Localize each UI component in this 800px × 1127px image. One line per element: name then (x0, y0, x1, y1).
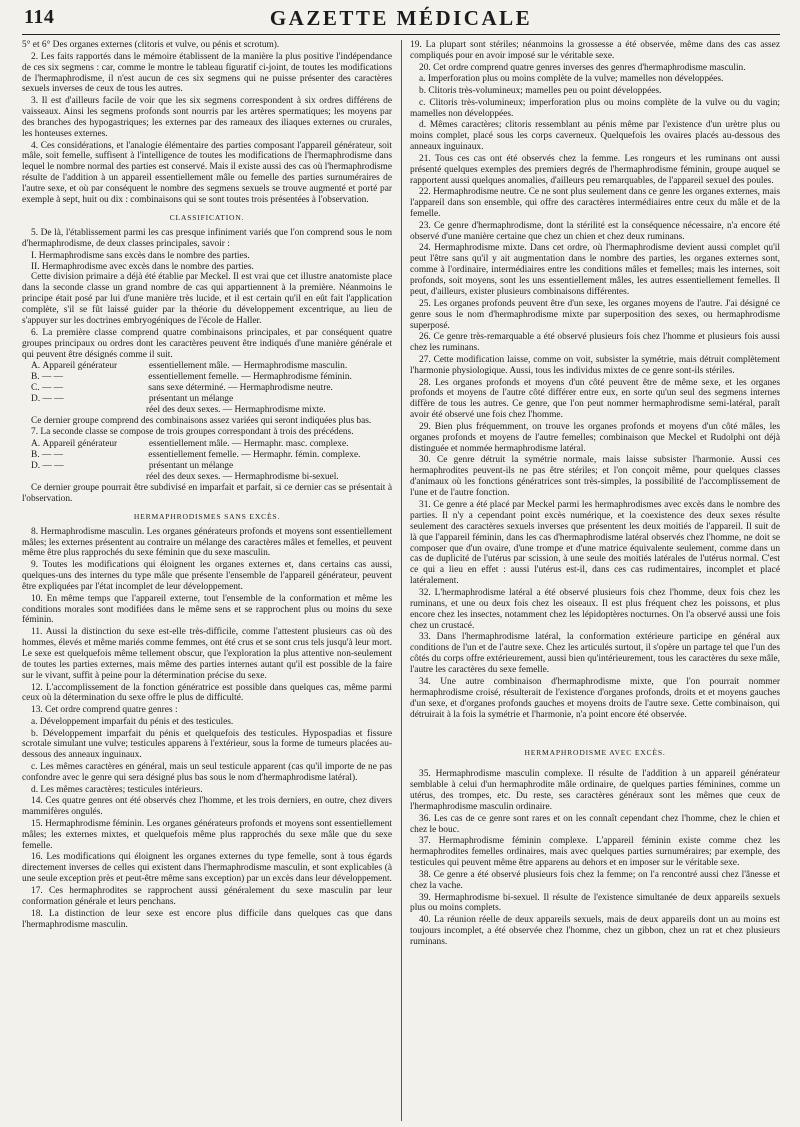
row-letter: D. (31, 461, 41, 471)
paragraph: 5. De là, l'établissement parmi les cas presque infiniment variés que l'on comprend sous le nom d'hermaphrodisme, de deux classes principales, savoir : (22, 227, 393, 249)
row-letter: D. (31, 393, 41, 404)
paragraph: 37. Hermaphrodisme féminin complexe. L'appareil féminin existe comme chez les hermaphrodites femelles ordinaires, mais avec quelques parties surnuméraires; par exemple, des testicules qui peuvent même être apparens au dehors et en imposer sur le véritable sexe. (410, 836, 781, 869)
masthead (22, 4, 780, 35)
paragraph: 33. Dans l'hermaphrodisme latéral, la conformation extérieure participe en général aux conditions de l'un et de l'autre sexe. Chez les articulés surtout, il s'opère un partage tel que l'un des côtés du corps offre extérieurement, aussi bien qu'intérieurement, tous les caractères du sexe mâle, l'autre les caractères du sexe femelle. (410, 632, 781, 676)
paragraph: Cette division primaire a déjà été établie par Meckel. Il est vrai que cet illustre anatomiste place dans la seconde classe un grand nombre de cas qui appartiennent à la première. Néanmoins le principe était posé par lui d'une manière très lucide, et il est certain qu'il en eût fait l'application complète, s'il se fût laissé guider par la théorie du développement excentrique, au lieu de s'appuyer sur les doctrines embryogéniques de l'école de Haller. (22, 272, 393, 327)
row-description: essentiellement mâle. — Hermaphrodisme masculin. (148, 361, 348, 372)
journal-title: GAZETTE MÉDICALE (269, 6, 533, 30)
row-description: essentiellement femelle. — Hermaphrodisme féminin. (148, 372, 352, 383)
classification-row (22, 461, 392, 472)
classification-row (22, 394, 392, 405)
section-heading-classification: CLASSIFICATION. (169, 212, 245, 222)
left-column (22, 40, 392, 1121)
paragraph: 19. La plupart sont stériles; néanmoins la grossesse a été observée, même dans des cas assez compliqués pour en avoir imposé sur le véritable sexe. (410, 40, 781, 61)
row-letter: C. (31, 383, 40, 394)
paragraph: 25. Les organes profonds peuvent être d'un sexe, les organes moyens de l'autre. J'ai désigné ce genre sous le nom d'hermaphrodisme mixte par superposition des sexes, ou hermaphrodisme superposé. (410, 298, 781, 331)
row-subject: Appareil générateur (42, 439, 118, 450)
row-letter: A. (31, 361, 41, 372)
row-subject: — — (42, 461, 64, 471)
paragraph: Ce dernier groupe pourrait être subdivisé en imparfait et parfait, si ce dernier cas se présentait à l'observation. (22, 482, 393, 504)
paragraph: 21. Tous ces cas ont été observés chez la femme. Les rongeurs et les ruminans ont aussi présenté quelques exemples des premiers degrés de l'hermaphrodisme féminin, groupe auquel se rapportent aussi quelques anomalies, d'ailleurs peu remarquables, de l'appareil sexuel des poules. (410, 153, 781, 186)
paragraph: b. Développement imparfait du pénis et quelquefois des testicules. Hypospadias et fissure scrotale simulant une vulve; testicules apparens à l'extérieur, sous la forme de tumeurs placées au-dessous des anneaux inguinaux. (22, 728, 393, 761)
right-column (410, 40, 780, 1121)
paragraph: 38. Ce genre a été observé plusieurs fois chez la femme; on l'a rencontré aussi chez l'ânesse et chez la vache. (410, 869, 781, 891)
paragraph: 16. Les modifications qui éloignent les organes externes du type femelle, sont à tous égards directement inverses de celles qui existent dans l'hermaphrodisme masculin, et sont explicables (à une seule exception près et peut-être même sans exception) par un excès dans leur développement. (22, 852, 393, 885)
paragraph: 32. L'hermaphrodisme latéral a été observé plusieurs fois chez l'homme, deux fois chez les ruminans, et une ou deux fois chez les oiseaux. Il est plus fréquent chez les poissons, et plus encore chez les insectes, notamment chez les lépidoptères nocturnes. On l'a observé aussi une fois chez un crustacé. (410, 587, 781, 631)
row-description: sans sexe déterminé. — Hermaphrodisme neutre. (148, 383, 333, 394)
paragraph: Ce dernier groupe comprend des combinaisons assez variées qui seront indiquées plus bas. (31, 415, 372, 426)
row-subject: — — (41, 450, 64, 461)
paragraph: 8. Hermaphrodisme masculin. Les organes générateurs profonds et moyens sont essentiellement mâles; les externes présentent au contraire un mélange des caractères mâles et femelles, et peuvent même être plus rapprochés du sexe féminin que du sexe masculin. (22, 526, 393, 559)
paragraph: 5° et 6° Des organes externes (clitoris et vulve, ou pénis et scrotum). (22, 40, 280, 50)
paragraph: 20. Cet ordre comprend quatre genres inverses des genres d'hermaphrodisme masculin. (419, 62, 746, 73)
page-number: 114 (24, 6, 55, 28)
row-description: essentiellement mâle. — Hermaphr. masc. complexe. (148, 439, 349, 450)
row-subject: — — (41, 372, 64, 383)
paragraph: 27. Cette modification laisse, comme on voit, subsister la symétrie, mais détruit complètement l'harmonie physiologique. Aussi, tous les individus mixtes de ce genre sont-ils stériles. (410, 354, 781, 376)
text-columns (22, 40, 780, 1121)
paragraph: 3. Il est d'ailleurs facile de voir que les six segmens correspondent à six ordres différens de vaisseaux. Ainsi les segmens profonds sont nourris par les artères spermatiques; les moyens par des branches des hypogastriques; les externes par des rameaux des iliaques externes ou crurales, les honteuses externes. (22, 96, 393, 139)
classification-row-cont: réel des deux sexes. — Hermaphrodisme mixte. (146, 404, 326, 415)
paragraph: 9. Toutes les modifications qui éloignent les organes externes et, dans certains cas aussi, quelques-uns des internes du type mâle que présente l'ensemble de l'appareil générateur, peuvent être expliquées par l'état incomplet de leur développement. (22, 560, 393, 592)
paragraph: 26. Ce genre très-remarquable a été observé plusieurs fois chez l'homme et plusieurs fois aussi chez les ruminans. (410, 332, 781, 354)
classification-row (22, 450, 392, 461)
column-divider (401, 40, 402, 1121)
paragraph: c. Les mêmes caractères en général, mais un seul testicule apparent (cas qu'il importe de ne pas confondre avec le genre qui sera désigné plus bas sous le nom d'hermaphrodisme latéral). (22, 762, 393, 783)
row-letter: A. (31, 439, 41, 450)
row-description: présentant un mélange (148, 461, 234, 471)
right-paragraphs-2 (410, 769, 780, 947)
paragraph: d. Les mêmes caractères; testicules intérieurs. (31, 784, 203, 795)
paragraph: 18. La distinction de leur sexe est encore plus difficile dans quelques cas que dans l'hermaphrodisme masculin. (22, 908, 393, 930)
class-item: II. Hermaphrodisme avec excès dans le nombre des parties. (31, 261, 254, 272)
classification-row (22, 361, 392, 372)
paragraph: c. Clitoris très-volumineux; imperforation plus ou moins complète de la vulve ou du vagin; mamelles non développées. (410, 97, 781, 119)
paragraph: 2. Les faits rapportés dans le mémoire établissent de la manière la plus positive l'indépendance de ces six segmens : car, comme le montre le tableau figuratif ci-joint, de toutes les modifications de l'hermaphrodisme, il n'est aucun de ces six segmens qui ne puisse présenter des caractères sexuels inverses de ceux de tous les autres. (22, 51, 393, 95)
classification-row (22, 383, 392, 394)
classification-row (22, 372, 392, 383)
row-letter: B. (31, 450, 40, 461)
paragraph: b. Clitoris très-volumineux; mamelles peu ou point développées. (419, 86, 662, 97)
classification-row (22, 439, 392, 450)
paragraph: 10. En même temps que l'appareil externe, tout l'ensemble de la conformation et même les conditions morales sont modifiées dans le même sens et se rapprochent plus ou moins du sexe féminin. (22, 593, 393, 626)
paragraph: 17. Ces hermaphrodites se rapprochent aussi généralement du sexe masculin par leur conformation générale et leurs penchans. (22, 885, 393, 907)
left-paragraphs (22, 527, 392, 931)
row-description: essentiellement femelle. — Hermaphr. fémin. complexe. (148, 450, 361, 461)
paragraph: 4. Ces considérations, et l'analogie élémentaire des parties composant l'appareil générateur, soit mâle, soit femelle, suffisent à l'intelligence de toutes les modifications de l'hermaphrodisme dans lequel le nombre normal des parties est conservé. Mais il existe aussi des cas où l'hermaphrodisme résulte de l'addition à un appareil essentiellement mâle ou femelle des parties surnuméraires de l'autre sexe, et où par conséquent le nombre des segmens sexuels se trouve augmenté et porté par exemple à sept, huit ou dix : combinaisons qui se sont toutes trois présentées à l'observation. (22, 140, 393, 206)
paragraph: 34. Une autre combinaison d'hermaphrodisme mixte, que l'on pourrait nommer hermaphrodisme croisé, résulterait de l'existence d'organes profonds, droits et et moyens gauches d'un sexe, et d'organes profonds gauches et moyens droits de l'autre sexe. Cette combinaison, qui détruirait à la fois la symétrie et l'harmonie, n'a point encore été observée. (410, 676, 781, 720)
class-item: I. Hermaphrodisme sans excès dans le nombre des parties. (31, 250, 250, 261)
paragraph: a. Imperforation plus ou moins complète de la vulve; mamelles non développées. (419, 74, 724, 85)
paragraph: 28. Les organes profonds et moyens d'un côté peuvent être de même sexe, et les organes profonds et moyens de l'autre côté différer entre eux, en sorte qu'un seul des segmens internes diffère de tous les autres. Ce genre, que l'on peut nommer hermaphrodisme semi-latéral, paraît avoir été observé une fois chez l'homme. (410, 377, 781, 421)
paragraph: 40. La réunion réelle de deux appareils sexuels, mais de deux appareils dont un au moins est toujours incomplet, a été observée chez l'homme, chez un gibbon, chez un rat et chez plusieurs ruminans. (410, 915, 781, 947)
paragraph: 24. Hermaphrodisme mixte. Dans cet ordre, où l'hermaphrodisme devient aussi complet qu'il peut l'être sans qu'il y ait augmentation dans le nombre des parties, les organes externes sont, comme à l'ordinaire, intermédiaires entre les conditions mâles et femelles; mais les internes, soit profonds, soit moyens, sont les uns essentiellement mâles, les autres essentiellement femelles. Il peut, d'ailleurs, exister plusieurs combinaisons différentes. (410, 243, 781, 298)
paragraph: 30. Ce genre détruit la symétrie normale, mais laisse subsister l'harmonie. Aussi ces hermaphrodites peuvent-ils ne pas être stériles; et l'on conçoit même, pour quelques classes d'animaux où les fonctions génératrices sont très-simples, la possibilité de l'accomplissement de l'une et de l'autre fonction. (410, 455, 781, 499)
paragraph: 7. La seconde classe se compose de trois groupes correspondant à trois des précédens. (31, 427, 354, 438)
row-subject: — — (41, 383, 64, 394)
row-letter: B. (31, 372, 40, 383)
section-heading-avec-exces: HERMAPHRODISME AVEC EXCÈS. (524, 748, 666, 758)
paragraph: 31. Ce genre a été placé par Meckel parmi les hermaphrodismes avec excès dans le nombre des parties. Il n'y a cependant point excès numérique, et la coexistence des deux sexes résulte seulement des caractères sexuels inverses que présentent les deux moitiés de l'appareil. Il suit de là que l'appareil féminin, dans les cas d'hermaphrodisme latéral observés chez l'homme, ne doit se composer que d'un ovaire, d'une trompe et d'une matrice équivalente seulement, comme dans un cas de duplicité de l'utérus par scission, à une seule des moitiés latérales de l'utérus normal. C'est ce qui a lieu en effet : aussi l'utérus est-il, dans ces cas rudimentaires, incomplet et placé latéralement. (410, 499, 781, 587)
paragraph: 12. L'accomplissement de la fonction génératrice est possible dans quelques cas, même parmi ceux où la détermination du sexe offre le plus de difficulté. (22, 682, 393, 704)
paragraph: 6. La première classe comprend quatre combinaisons principales, et par conséquent quatre groupes principaux ou ordres dont les caractères peuvent être indiqués d'une manière générale et qui peuvent être désignés comme il suit. (22, 327, 393, 360)
paragraph: 36. Les cas de ce genre sont rares et on les connaît cependant chez l'homme, chez le chien et chez le bouc. (410, 813, 781, 835)
paragraph: 29. Bien plus fréquemment, on trouve les organes profonds et moyens d'un côté mâles, les organes profonds et moyens de l'autre femelles; combinaison que Meckel et Rudolphi ont déjà distinguée et nommée hermaphrodisme latéral. (410, 421, 781, 454)
paragraph: 11. Aussi la distinction du sexe est-elle très-difficile, comme l'attestent plusieurs cas où des hommes, élevés et même mariés comme femmes, ont été crus et se sont crus tels jusqu'à leur mort. Le sexe est quelquefois même tellement obscur, que l'exploration la plus attentive non-seulement de toutes les parties externes, mais même des parties internes autant qu'il est possible de la faire sur le vivant, suffit à peine pour la détermination précise du sexe. (22, 627, 393, 681)
classification-row-cont: réel des deux sexes. — Hermaphrodisme bi-sexuel. (146, 471, 339, 482)
row-subject: Appareil générateur (42, 361, 118, 372)
paragraph: d. Mêmes caractères; clitoris ressemblant au pénis même par l'existence d'un urètre plus ou moins complet, placé sous les corps caverneux. Quelquefois les ovaires placés au-dessous des anneaux inguinaux. (410, 120, 781, 153)
section-heading-sans-exces: HERMAPHRODISMES SANS EXCÈS. (133, 511, 281, 521)
paragraph: 15. Hermaphrodisme féminin. Les organes générateurs profonds et moyens sont essentiellement mâles; les externes mixtes, et quelquefois même plus rapprochés du sexe mâle que du sexe femelle. (22, 818, 393, 851)
paragraph: a. Développement imparfait du pénis et des testicules. (31, 716, 234, 727)
paragraph: 23. Ce genre d'hermaphrodisme, dont la stérilité est la conséquence nécessaire, n'a encore été observé d'une manière certaine que chez un chien et chez deux ruminans. (410, 220, 781, 242)
right-paragraphs (410, 40, 780, 720)
paragraph: 22. Hermaphrodisme neutre. Ce ne sont plus seulement dans ce genre les organes externes, mais l'appareil dans son ensemble, qui offre des caractères intermédiaires entre ceux du mâle et de la femelle. (410, 187, 781, 220)
paragraph: 39. Hermaphrodisme bi-sexuel. Il résulte de l'existence simultanée de deux appareils sexuels plus ou moins complets. (410, 892, 781, 914)
row-description: présentant un mélange (148, 393, 234, 404)
paragraph: 14. Ces quatre genres ont été observés chez l'homme, et les trois derniers, en outre, chez divers mammifères ongulés. (22, 796, 393, 818)
paragraph: 13. Cet ordre comprend quatre genres : (31, 705, 178, 716)
paragraph: 35. Hermaphrodisme masculin complexe. Il résulte de l'addition à un appareil générateur semblable à celui d'un hermaphrodite mâle ordinaire, de quelques parties féminines, comme un utérus, des trompes, etc. Du reste, ses caractères généraux sont les mêmes que ceux de l'hermaphrodisme masculin ordinaire. (410, 769, 781, 813)
row-subject: — — (42, 393, 64, 404)
